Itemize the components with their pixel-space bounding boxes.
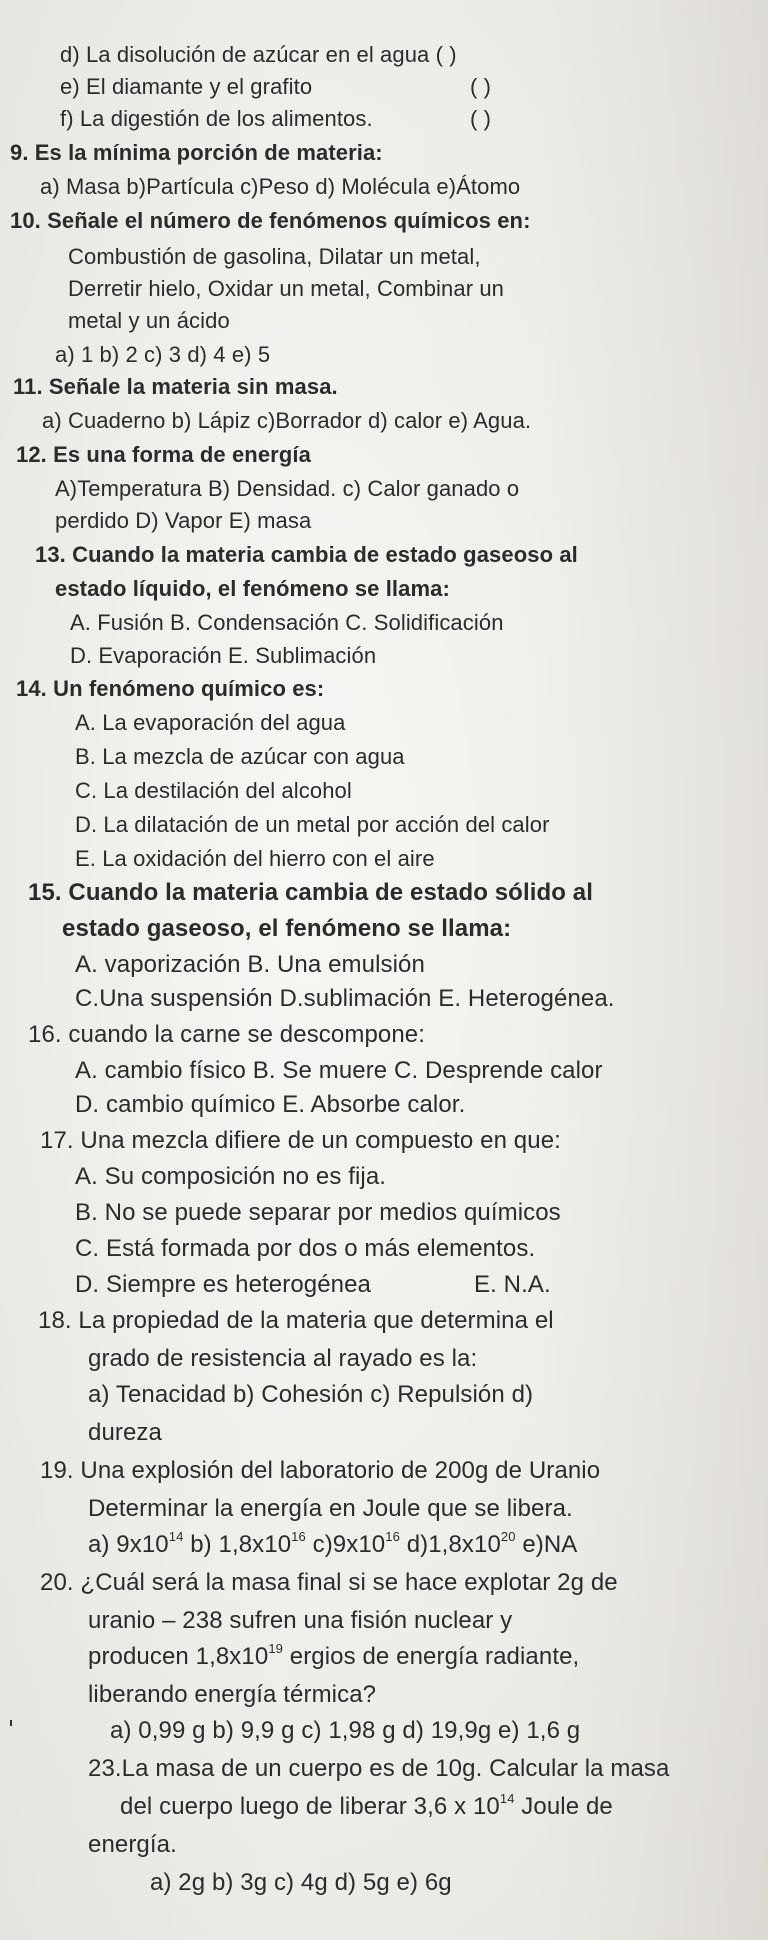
q17-title: 17. Una mezcla difiere de un compuesto en que: <box>40 1127 561 1154</box>
q23-line2-end: Joule de <box>514 1793 613 1820</box>
q20-line3-end: ergios de energía radiante, <box>282 1643 580 1670</box>
q19-option-b-exponent: 16 <box>291 1529 306 1544</box>
q13-line1: 13. Cuando la materia cambia de estado gaseoso al <box>35 542 578 567</box>
q12-line1: A)Temperatura B) Densidad. c) Calor ganado o <box>55 476 520 501</box>
q17-option-e: E. N.A. <box>474 1271 551 1298</box>
q12-line2: perdido D) Vapor E) masa <box>55 508 312 533</box>
q18-line2: grado de resistencia al rayado es la: <box>88 1345 478 1372</box>
q14-option-c: C. La destilación del alcohol <box>75 778 352 803</box>
q19-line2: Determinar la energía en Joule que se libera. <box>88 1495 573 1522</box>
q23-line2-start: del cuerpo luego de liberar 3,6 x 10 <box>120 1793 500 1820</box>
q19-options <box>88 1530 577 1560</box>
q18-line1: 18. La propiedad de la materia que determina el <box>38 1307 554 1334</box>
q19-option-c: c)9x10 <box>305 1531 386 1558</box>
q14-option-e: E. La oxidación del hierro con el aire <box>75 846 435 871</box>
prev-item-f-paren: ( ) <box>470 106 492 131</box>
q23-line2 <box>120 1792 613 1822</box>
q13-line2: estado líquido, el fenómeno se llama: <box>55 576 450 601</box>
q10-line3: metal y un ácido <box>68 308 230 333</box>
prev-item-e-paren: ( ) <box>470 74 492 99</box>
q9-options: a) Masa b)Partícula c)Peso d) Molécula e)Átomo <box>40 174 521 199</box>
q11-options: a) Cuaderno b) Lápiz c)Borrador d) calor e) Agua. <box>42 408 532 433</box>
q14-option-a: A. La evaporación del agua <box>75 710 346 735</box>
q14-option-b: B. La mezcla de azúcar con agua <box>75 744 405 769</box>
q23-line2-exponent: 14 <box>499 1791 515 1806</box>
q20-options: a) 0,99 g b) 9,9 g c) 1,98 g d) 19,9g e) 1,6 g <box>110 1717 581 1744</box>
q20-line3-exponent: 19 <box>268 1641 283 1656</box>
q13-options-2: D. Evaporación E. Sublimación <box>70 643 377 668</box>
q17-option-c: C. Está formada por dos o más elementos. <box>75 1235 536 1262</box>
q10-line2: Derretir hielo, Oxidar un metal, Combinar un <box>68 276 505 301</box>
margin-mark <box>10 1720 12 1726</box>
q19-option-e: e)NA <box>515 1531 578 1558</box>
q19-line1: 19. Una explosión del laboratorio de 200g de Uranio <box>40 1457 601 1484</box>
q17-option-b: B. No se puede separar por medios químicos <box>75 1199 561 1226</box>
q10-title: 10. Señale el número de fenómenos químicos en: <box>10 208 531 233</box>
q15-options-1: A. vaporización B. Una emulsión <box>75 951 425 978</box>
q11-title: 11. Señale la materia sin masa. <box>13 374 338 399</box>
q23-line1: 23.La masa de un cuerpo es de 10g. Calcular la masa <box>88 1755 670 1782</box>
q19-option-b: b) 1,8x10 <box>183 1531 292 1558</box>
q19-option-a-exponent: 14 <box>168 1529 184 1544</box>
q20-line2: uranio – 238 sufren una fisión nuclear y <box>88 1607 513 1634</box>
q16-options-1: A. cambio físico B. Se muere C. Desprende calor <box>75 1057 603 1084</box>
q20-line1: 20. ¿Cuál será la masa final si se hace explotar 2g de <box>40 1569 618 1596</box>
q19-option-d: d)1,8x10 <box>399 1531 501 1558</box>
q16-title: 16. cuando la carne se descompone: <box>28 1021 425 1048</box>
q14-title: 14. Un fenómeno químico es: <box>16 676 325 701</box>
q10-options: a) 1 b) 2 c) 3 d) 4 e) 5 <box>55 342 271 367</box>
q14-option-d: D. La dilatación de un metal por acción del calor <box>75 812 550 837</box>
prev-item-e: e) El diamante y el grafito <box>60 74 313 99</box>
q13-options-1: A. Fusión B. Condensación C. Solidificación <box>70 610 504 635</box>
q23-line3: energía. <box>88 1831 177 1858</box>
q17-option-a: A. Su composición no es fija. <box>75 1163 387 1190</box>
q15-line2: estado gaseoso, el fenómeno se llama: <box>62 915 512 942</box>
q9-title: 9. Es la mínima porción de materia: <box>10 140 383 165</box>
q19-option-a: a) 9x10 <box>88 1531 169 1558</box>
prev-item-f: f) La digestión de los alimentos. <box>60 106 373 131</box>
q23-options: a) 2g b) 3g c) 4g d) 5g e) 6g <box>150 1869 452 1896</box>
q20-line3-start: producen 1,8x10 <box>88 1643 269 1670</box>
q12-title: 12. Es una forma de energía <box>16 442 311 467</box>
q20-line4: liberando energía térmica? <box>88 1681 377 1708</box>
q18-line4: dureza <box>88 1419 162 1446</box>
q15-options-2: C.Una suspensión D.sublimación E. Heterogénea. <box>75 985 615 1012</box>
q19-option-c-exponent: 16 <box>385 1529 400 1544</box>
q16-options-2: D. cambio químico E. Absorbe calor. <box>75 1091 466 1118</box>
prev-item-d: d) La disolución de azúcar en el agua ( ) <box>60 42 457 67</box>
q18-line3: a) Tenacidad b) Cohesión c) Repulsión d) <box>88 1381 534 1408</box>
q20-line3 <box>88 1642 579 1672</box>
q10-line1: Combustión de gasolina, Dilatar un metal, <box>68 244 481 269</box>
q19-option-d-exponent: 20 <box>500 1529 516 1544</box>
q15-line1: 15. Cuando la materia cambia de estado sólido al <box>28 879 593 906</box>
q17-option-d: D. Siempre es heterogénea <box>75 1271 372 1298</box>
